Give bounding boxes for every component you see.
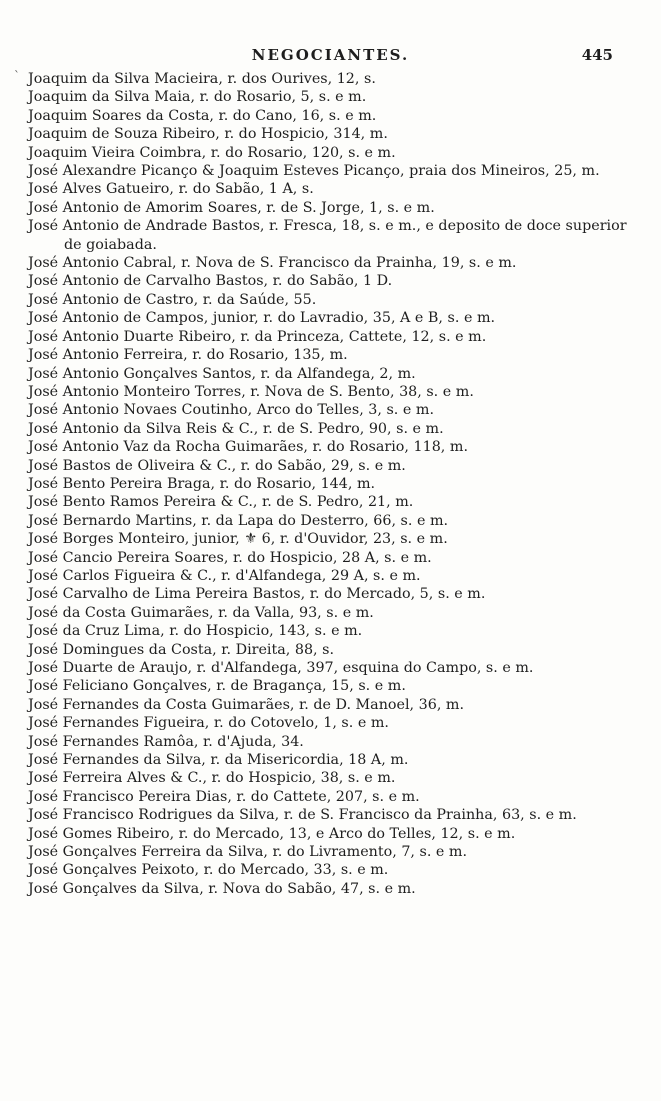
list-item: José Bernardo Martins, r. da Lapa do Desterro, 66, s. e m. (28, 512, 449, 529)
list-item: José Gonçalves Ferreira da Silva, r. do Livramento, 7, s. e m. (28, 844, 468, 861)
list-item: José Borges Monteiro, junior, ⚜ 6, r. d'Ouvidor, 23, s. e m. (28, 531, 448, 548)
list-item: José Antonio Monteiro Torres, r. Nova de S. Bento, 38, s. e m. (28, 383, 474, 400)
list-item: José Carvalho de Lima Pereira Bastos, r. do Mercado, 5, s. e m. (28, 586, 486, 603)
list-item: José Bento Pereira Braga, r. do Rosario, 144, m. (28, 475, 376, 492)
list-item: José Antonio Gonçalves Santos, r. da Alfandega, 2, m. (28, 365, 416, 382)
list-item: José Antonio de Castro, r. da Saúde, 55. (28, 291, 317, 308)
list-item: José Gonçalves da Silva, r. Nova do Sabão, 47, s. e m. (28, 880, 416, 897)
list-item: Joaquim da Silva Maia, r. do Rosario, 5, s. e m. (28, 89, 367, 106)
list-item: José Bento Ramos Pereira & C., r. de S. Pedro, 21, m. (28, 494, 414, 511)
list-item: José Francisco Pereira Dias, r. do Cattete, 207, s. e m. (28, 788, 420, 805)
list-item: José Domingues da Costa, r. Direita, 88, s. (28, 641, 335, 658)
list-item: José Fernandes Figueira, r. do Cotovelo, 1, s. e m. (28, 715, 389, 732)
list-item: José Gonçalves Peixoto, r. do Mercado, 33, s. e m. (28, 862, 389, 879)
list-item: Joaquim de Souza Ribeiro, r. do Hospicio, 314, m. (28, 126, 388, 143)
list-item: José Feliciano Gonçalves, r. de Bragança, 15, s. e m. (28, 678, 406, 695)
list-item: Joaquim Soares da Costa, r. do Cano, 16, s. e m. (28, 107, 377, 124)
list-item: José da Costa Guimarães, r. da Valla, 93, s. e m. (28, 604, 374, 621)
list-item: José Alves Gatueiro, r. do Sabão, 1 A, s. (28, 181, 314, 198)
list-item: Joaquim Vieira Coimbra, r. do Rosario, 120, s. e m. (28, 144, 396, 161)
list-item: José Antonio de Carvalho Bastos, r. do Sabão, 1 D. (28, 273, 393, 290)
margin-mark-icon: ` (14, 69, 20, 83)
merchant-list (28, 70, 628, 898)
list-item: José Antonio de Campos, junior, r. do Lavradio, 35, A e B, s. e m. (28, 310, 496, 327)
list-item: José Antonio da Silva Reis & C., r. de S. Pedro, 90, s. e m. (28, 420, 444, 437)
list-item: José Duarte de Araujo, r. d'Alfandega, 397, esquina do Campo, s. e m. (28, 660, 534, 676)
list-item: José Cancio Pereira Soares, r. do Hospicio, 28 A, s. e m. (28, 549, 432, 566)
list-item: José Antonio Ferreira, r. do Rosario, 135, m. (28, 347, 348, 364)
list-item: José Antonio de Andrade Bastos, r. Fresca, 18, s. e m., e deposito de doce superior de goiabada. (28, 218, 627, 253)
list-item: José Antonio Novaes Coutinho, Arco do Telles, 3, s. e m. (28, 402, 435, 419)
list-item: José Ferreira Alves & C., r. do Hospicio, 38, s. e m. (28, 770, 396, 787)
list-item: José Fernandes da Costa Guimarães, r. de D. Manoel, 36, m. (28, 696, 465, 713)
list-item: José Antonio Cabral, r. Nova de S. Francisco da Prainha, 19, s. e m. (28, 255, 517, 272)
list-item: José Gomes Ribeiro, r. do Mercado, 13, e Arco do Telles, 12, s. e m. (28, 825, 516, 842)
list-item: José Antonio Vaz da Rocha Guimarães, r. do Rosario, 118, m. (28, 439, 468, 456)
page-number: 445 (581, 46, 613, 64)
page-header (0, 44, 661, 68)
list-item: José Francisco Rodrigues da Silva, r. de S. Francisco da Prainha, 63, s. e m. (28, 807, 577, 824)
running-title: NEGOCIANTES. (251, 46, 410, 64)
list-item: José Bastos de Oliveira & C., r. do Sabão, 29, s. e m. (28, 457, 406, 474)
list-item: José Alexandre Picanço & Joaquim Esteves Picanço, praia dos Mineiros, 25, m. (28, 163, 600, 180)
list-item: José da Cruz Lima, r. do Hospicio, 143, s. e m. (28, 623, 363, 640)
list-item: Joaquim da Silva Macieira, r. dos Ourives, 12, s. (28, 71, 376, 87)
list-item: José Carlos Figueira & C., r. d'Alfandega, 29 A, s. e m. (28, 567, 421, 584)
list-item: José Fernandes Ramôa, r. d'Ajuda, 34. (28, 733, 304, 750)
list-item: José Fernandes da Silva, r. da Misericordia, 18 A, m. (28, 752, 409, 769)
list-item: José Antonio de Amorim Soares, r. de S. Jorge, 1, s. e m. (28, 199, 435, 216)
list-item: José Antonio Duarte Ribeiro, r. da Princeza, Cattete, 12, s. e m. (28, 328, 487, 345)
